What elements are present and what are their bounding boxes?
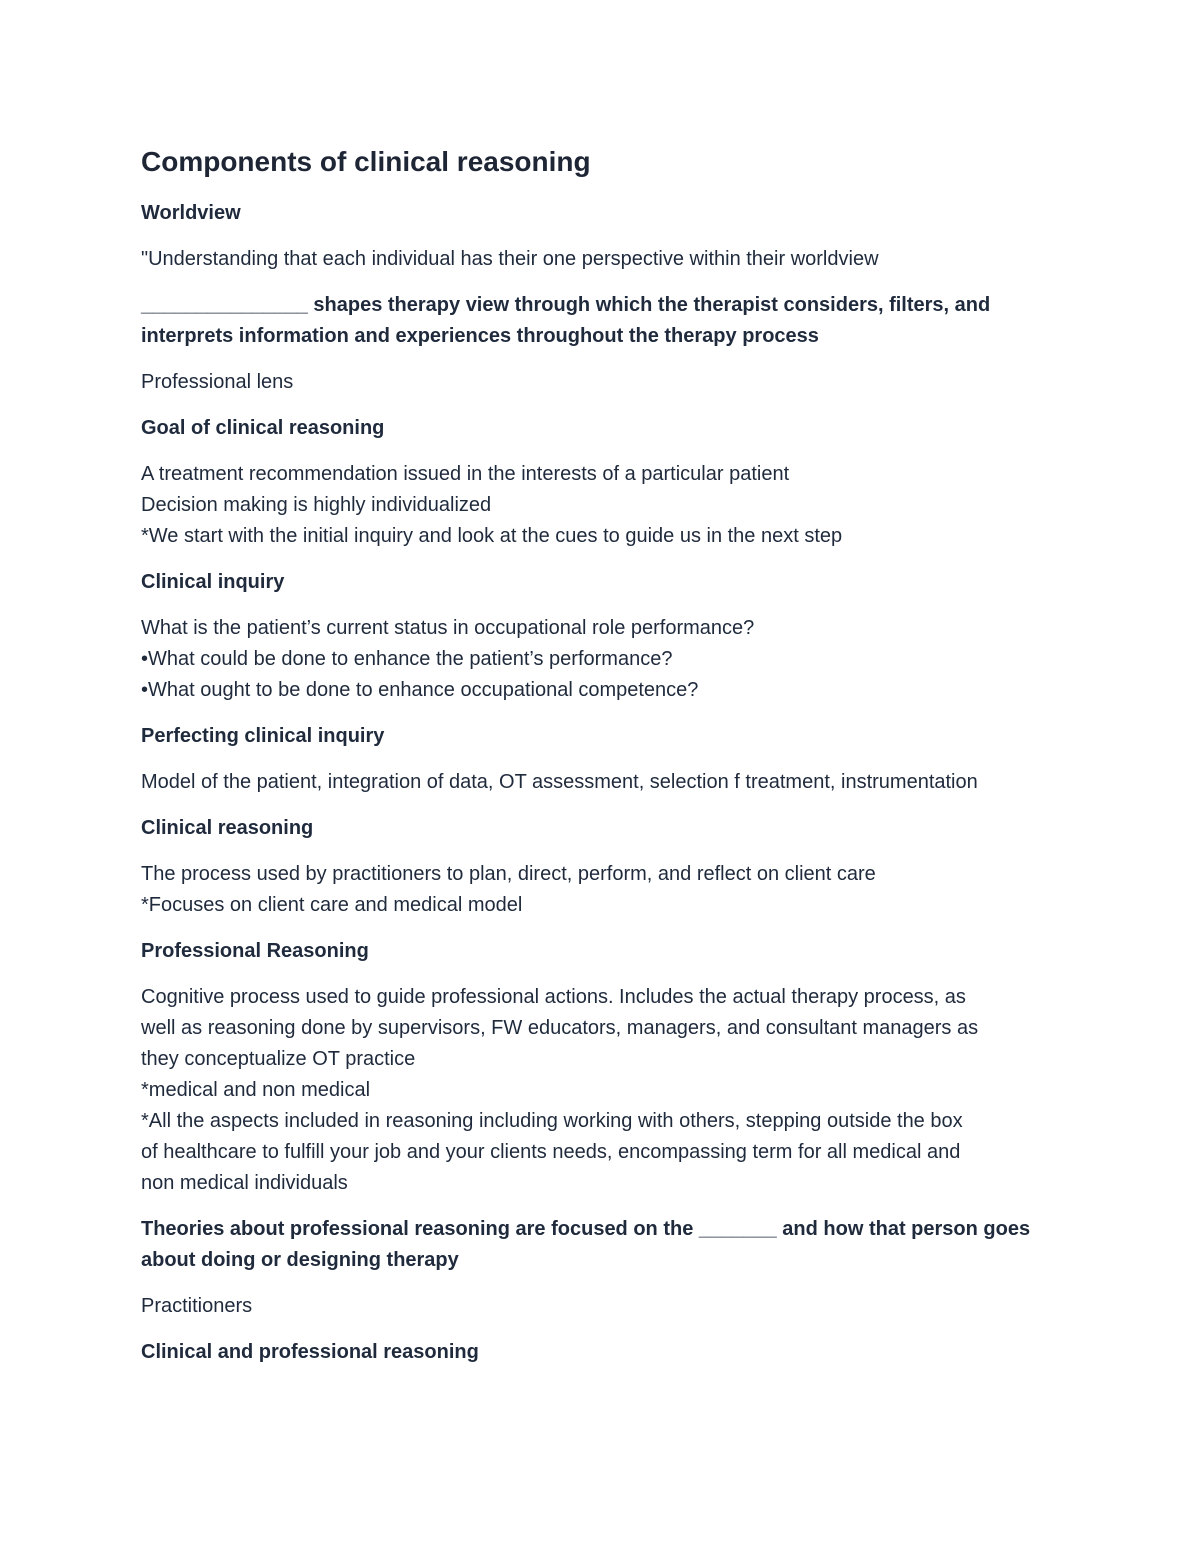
text-line: Theories about professional reasoning are focused on the _______ and how that person goes <box>141 1218 1031 1240</box>
section-heading <box>141 721 1081 752</box>
text-line: *Focuses on client care and medical model <box>141 894 523 916</box>
document-title: Components of clinical reasoning <box>141 146 591 177</box>
text-line: Practitioners <box>141 1295 253 1317</box>
paragraph <box>141 859 1081 921</box>
paragraph <box>141 613 1081 706</box>
text-line: Professional Reasoning <box>141 940 369 962</box>
text-line: *All the aspects included in reasoning including working with others, stepping outside the box <box>141 1110 963 1132</box>
text-line: of healthcare to fulfill your job and your clients needs, encompassing term for all medical and <box>141 1141 961 1163</box>
section-heading <box>141 813 1081 844</box>
text-line: Perfecting clinical inquiry <box>141 725 385 747</box>
section-heading <box>141 936 1081 967</box>
text-line: non medical individuals <box>141 1172 348 1194</box>
text-line: A treatment recommendation issued in the interests of a particular patient <box>141 463 790 485</box>
text-line: Model of the patient, integration of data, OT assessment, selection f treatment, instrumentation <box>141 771 978 793</box>
paragraph <box>141 459 1081 552</box>
text-line: Worldview <box>141 202 241 224</box>
text-line: *We start with the initial inquiry and look at the cues to guide us in the next step <box>141 525 843 547</box>
text-line: "Understanding that each individual has their one perspective within their worldview <box>141 248 879 270</box>
section-heading <box>141 198 1081 229</box>
section-heading <box>141 1214 1081 1276</box>
text-line: well as reasoning done by supervisors, FW educators, managers, and consultant managers as <box>141 1017 979 1039</box>
text-line: about doing or designing therapy <box>141 1249 459 1271</box>
paragraph <box>141 982 1081 1199</box>
document-body <box>141 198 1081 1368</box>
text-line: Clinical reasoning <box>141 817 314 839</box>
paragraph <box>141 244 1081 275</box>
text-line: The process used by practitioners to plan, direct, perform, and reflect on client care <box>141 863 876 885</box>
text-line: •What could be done to enhance the patient’s performance? <box>141 648 673 670</box>
section-heading <box>141 567 1081 598</box>
text-line: interprets information and experiences throughout the therapy process <box>141 325 819 347</box>
text-line: _______________ shapes therapy view through which the therapist considers, filters, and <box>141 294 991 316</box>
text-line: Cognitive process used to guide professional actions. Includes the actual therapy process, as <box>141 986 966 1008</box>
text-line: •What ought to be done to enhance occupational competence? <box>141 679 699 701</box>
section-heading <box>141 290 1081 352</box>
text-line: What is the patient’s current status in occupational role performance? <box>141 617 755 639</box>
document-page <box>141 140 1081 1383</box>
text-line: Goal of clinical reasoning <box>141 417 385 439</box>
paragraph <box>141 1291 1081 1322</box>
paragraph <box>141 767 1081 798</box>
text-line: Clinical inquiry <box>141 571 285 593</box>
text-line: Decision making is highly individualized <box>141 494 492 516</box>
section-heading <box>141 413 1081 444</box>
text-line: Clinical and professional reasoning <box>141 1341 479 1363</box>
text-line: Professional lens <box>141 371 294 393</box>
section-heading <box>141 1337 1081 1368</box>
text-line: they conceptualize OT practice <box>141 1048 416 1070</box>
text-line: *medical and non medical <box>141 1079 371 1101</box>
paragraph <box>141 367 1081 398</box>
